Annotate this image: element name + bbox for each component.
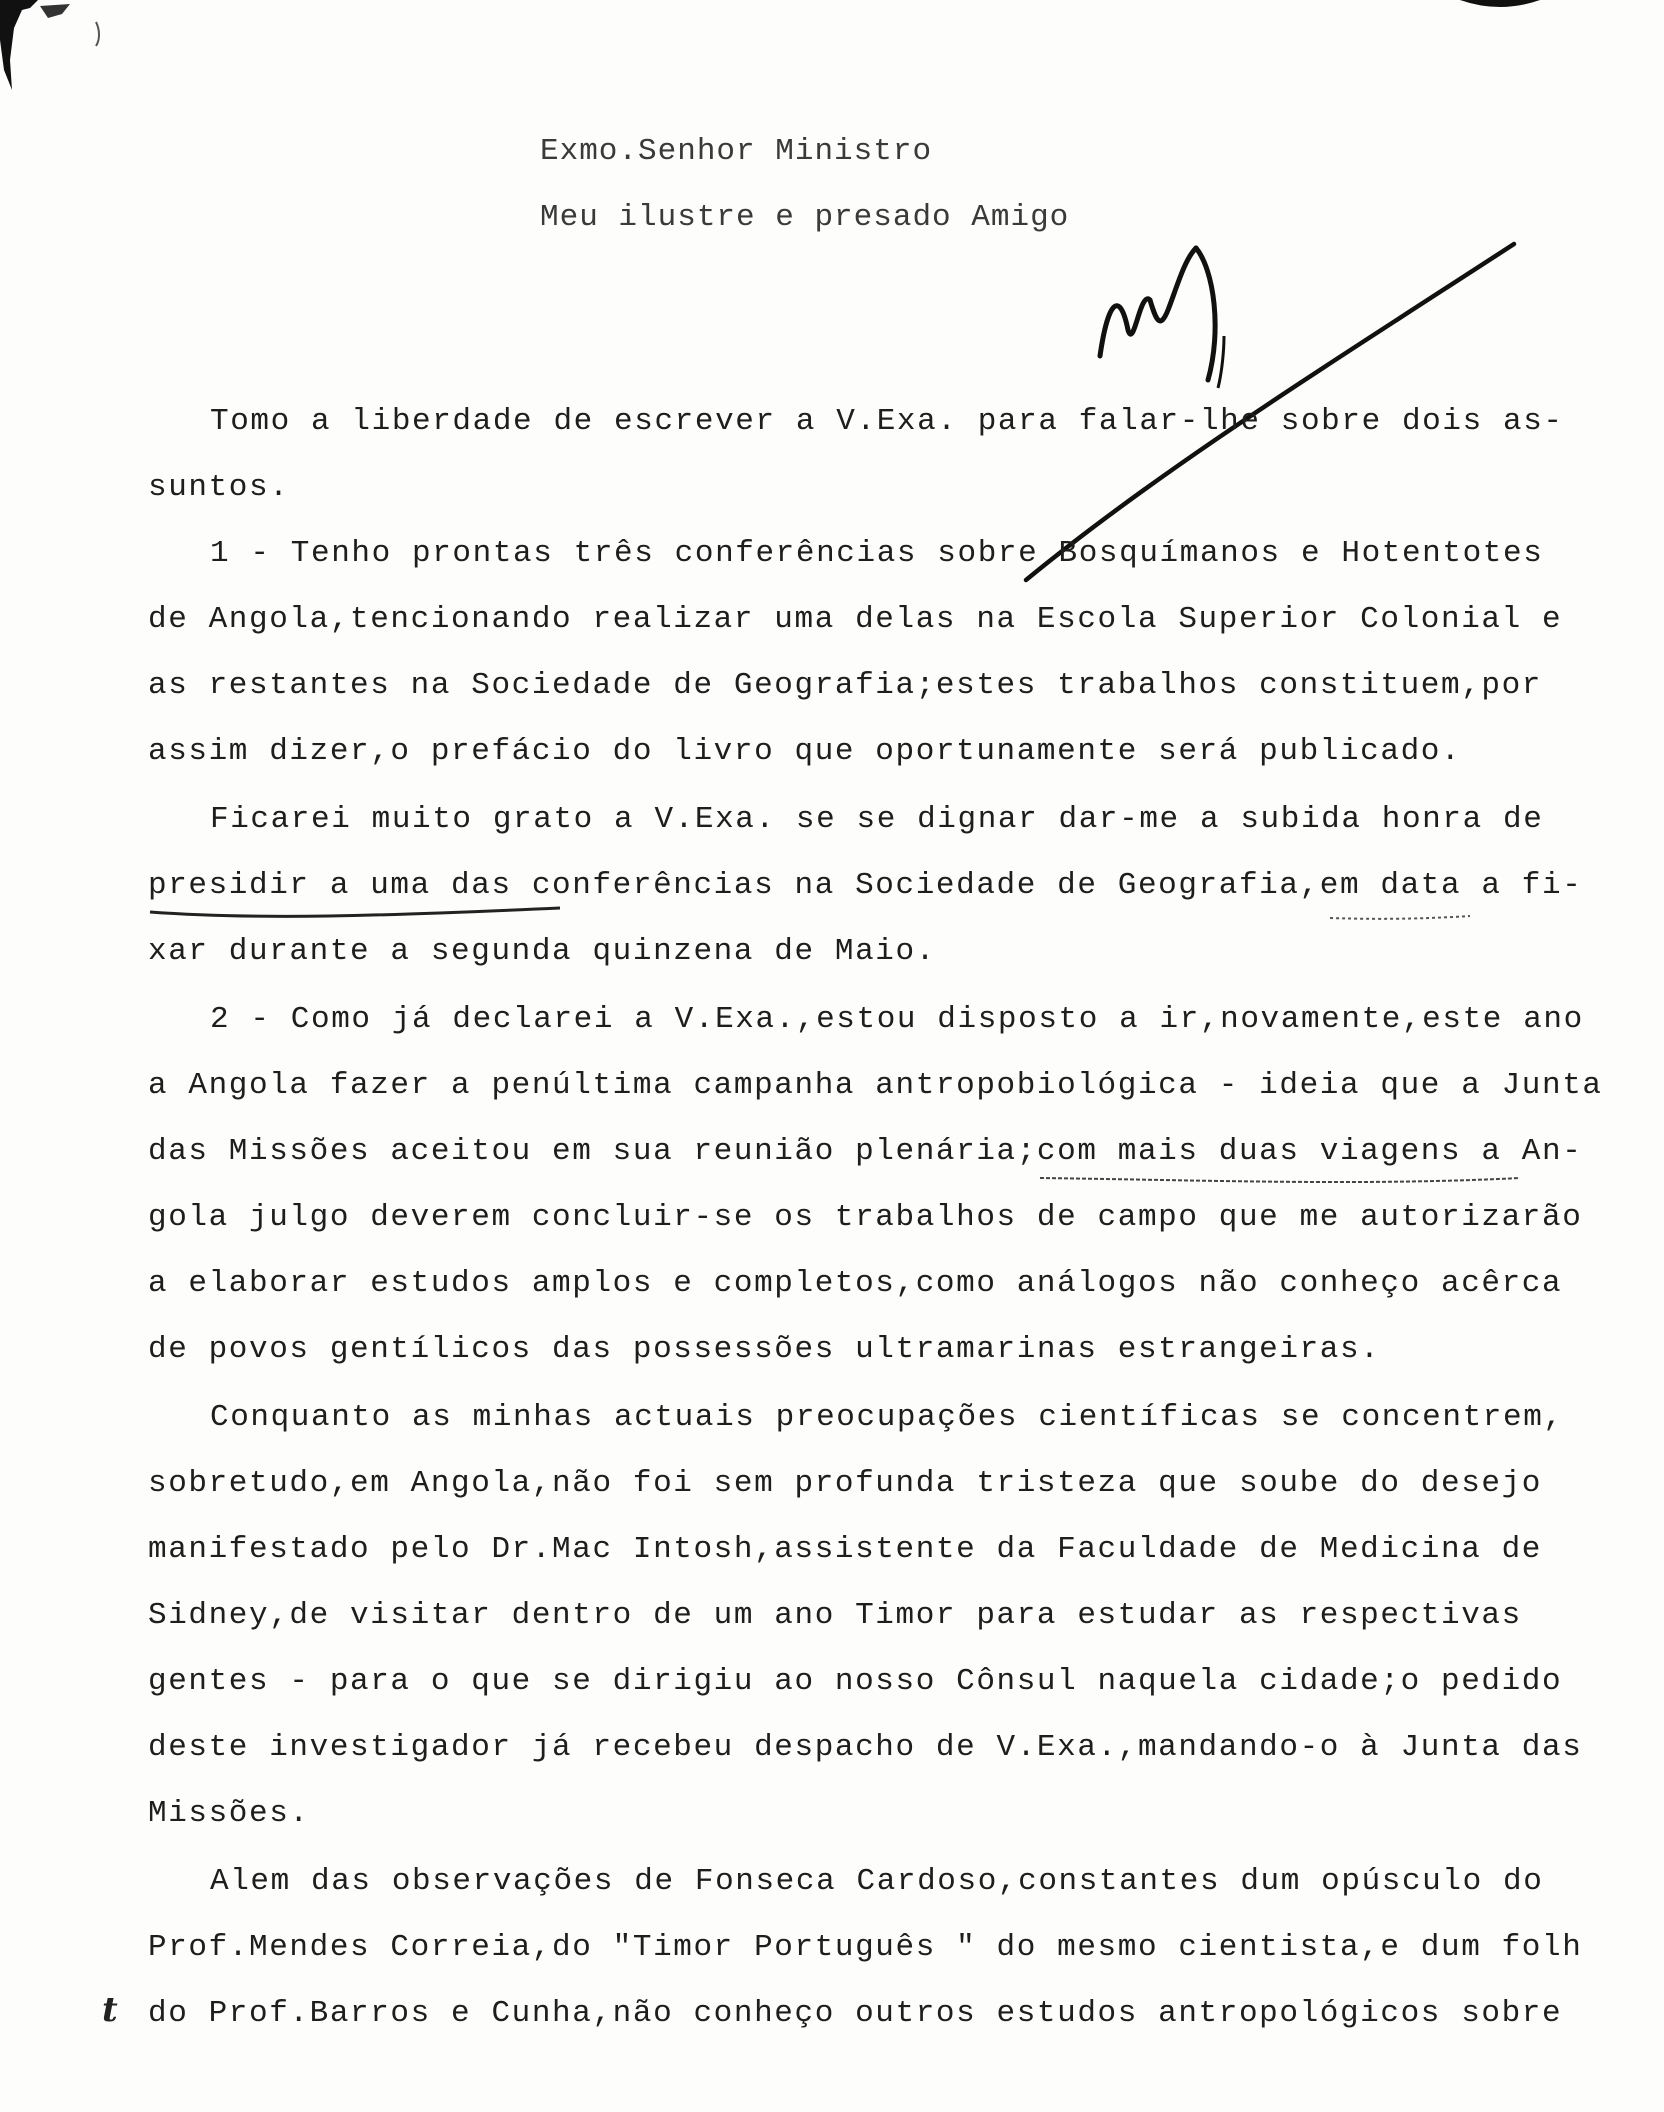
text-line: as restantes na Sociedade de Geografia;estes trabalhos constituem,por: [148, 668, 1543, 703]
text-line: Tomo a liberdade de escrever a V.Exa. para falar-lhe sobre dois as-: [210, 404, 1564, 439]
text-line: suntos.: [148, 470, 290, 505]
text-line: gentes - para o que se dirigiu ao nosso Cônsul naquela cidade;o pedido: [148, 1664, 1563, 1699]
text-line: Prof.Mendes Correia,do "Timor Português " do mesmo cientista,e dum folh: [148, 1930, 1583, 1965]
salutation-line-1: Exmo.Senhor Ministro: [540, 134, 933, 169]
text-line: sobretudo,em Angola,não foi sem profunda tristeza que soube do desejo: [148, 1466, 1543, 1501]
handwritten-rubric-icon: [0, 0, 1664, 620]
salutation-line-2: Meu ilustre e presado Amigo: [540, 200, 1070, 235]
text-line: 1 - Tenho prontas três conferências sobre Bosquímanos e Hotentotes: [210, 536, 1544, 571]
text-line: deste investigador já recebeu despacho de V.Exa.,mandando-o à Junta das: [148, 1730, 1583, 1765]
text-line: do Prof.Barros e Cunha,não conheço outros estudos antropológicos sobre: [148, 1996, 1563, 2031]
text-line: Alem das observações de Fonseca Cardoso,constantes dum opúsculo do: [210, 1864, 1544, 1899]
text-line: a elaborar estudos amplos e completos,como análogos não conheço acêrca: [148, 1266, 1563, 1301]
text-line: gola julgo deverem concluir-se os trabalhos de campo que me autorizarão: [148, 1200, 1583, 1235]
text-line: de povos gentílicos das possessões ultramarinas estrangeiras.: [148, 1332, 1381, 1367]
text-line: 2 - Como já declarei a V.Exa.,estou disposto a ir,novamente,este ano: [210, 1002, 1584, 1037]
text-line: Ficarei muito grato a V.Exa. se se dignar dar-me a subida honra de: [210, 802, 1544, 837]
text-line: presidir a uma das conferências na Sociedade de Geografia,em data a fi-: [148, 868, 1583, 903]
text-line: de Angola,tencionando realizar uma delas na Escola Superior Colonial e: [148, 602, 1563, 637]
text-line: Sidney,de visitar dentro de um ano Timor para estudar as respectivas: [148, 1598, 1522, 1633]
text-line: manifestado pelo Dr.Mac Intosh,assistente da Faculdade de Medicina de: [148, 1532, 1543, 1567]
text-line: das Missões aceitou em sua reunião plenária;com mais duas viagens a An-: [148, 1134, 1583, 1169]
text-line: assim dizer,o prefácio do livro que oportunamente será publicado.: [148, 734, 1462, 769]
scan-artifact-icon: [0, 0, 160, 140]
corner-mark-icon: [0, 0, 1664, 60]
text-line: Missões.: [148, 1796, 310, 1831]
text-line: a Angola fazer a penúltima campanha antropobiológica - ideia que a Junta: [148, 1068, 1603, 1103]
text-line: xar durante a segunda quinzena de Maio.: [148, 934, 936, 969]
margin-annotation: t: [102, 1990, 118, 2030]
text-line: Conquanto as minhas actuais preocupações científicas se concentrem,: [210, 1400, 1564, 1435]
